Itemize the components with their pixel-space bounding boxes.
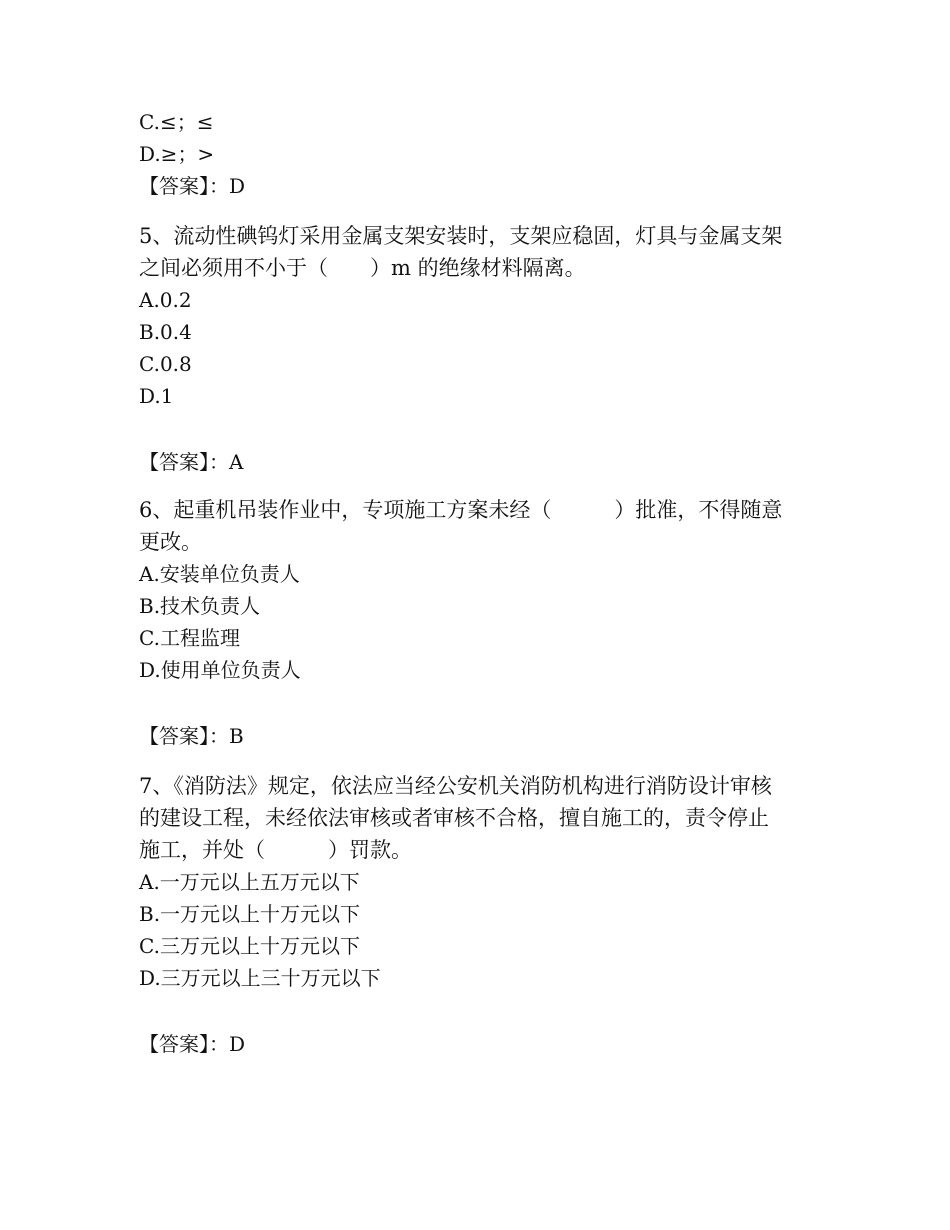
question-5-option-d: D.1 [139,384,174,408]
question-6-answer: 【答案】：B [139,724,244,748]
question-5-answer: 【答案】：A [139,450,244,474]
question-6-stem-line-1: 6、起重机吊装作业中，专项施工方案未经（ ）批准，不得随意 [139,498,783,522]
question-6-stem-line-2: 更改。 [139,530,202,554]
option-c: C.≤；≤ [139,110,214,134]
question-7-option-d: D.三万元以上三十万元以下 [139,966,381,990]
question-5-stem-line-1: 5、流动性碘钨灯采用金属支架安装时，支架应稳固，灯具与金属支架 [139,224,783,248]
question-6-option-c: C.工程监理 [139,626,240,650]
question-6-option-b: B.技术负责人 [139,594,261,618]
question-7-stem-line-2: 的建设工程，未经依法审核或者审核不合格，擅自施工的，责令停止 [139,806,769,830]
option-d: D.≥；> [139,142,215,166]
question-6-option-a: A.安装单位负责人 [139,562,300,586]
question-7-stem-line-1: 7、《消防法》规定，依法应当经公安机关消防机构进行消防设计审核 [139,774,772,798]
question-7-option-b: B.一万元以上十万元以下 [139,902,361,926]
answer-line: 【答案】：D [139,174,246,198]
question-7-stem-line-3: 施工，并处（ ）罚款。 [139,838,412,862]
question-6-option-d: D.使用单位负责人 [139,658,301,682]
question-5-option-a: A.0.2 [139,288,192,312]
question-7-option-a: A.一万元以上五万元以下 [139,870,360,894]
question-5-stem-line-2: 之间必须用不小于（ ）m 的绝缘材料隔离。 [139,256,586,280]
question-7-option-c: C.三万元以上十万元以下 [139,934,360,958]
question-7-answer: 【答案】：D [139,1032,246,1056]
question-5-option-c: C.0.8 [139,352,192,376]
question-5-option-b: B.0.4 [139,320,192,344]
